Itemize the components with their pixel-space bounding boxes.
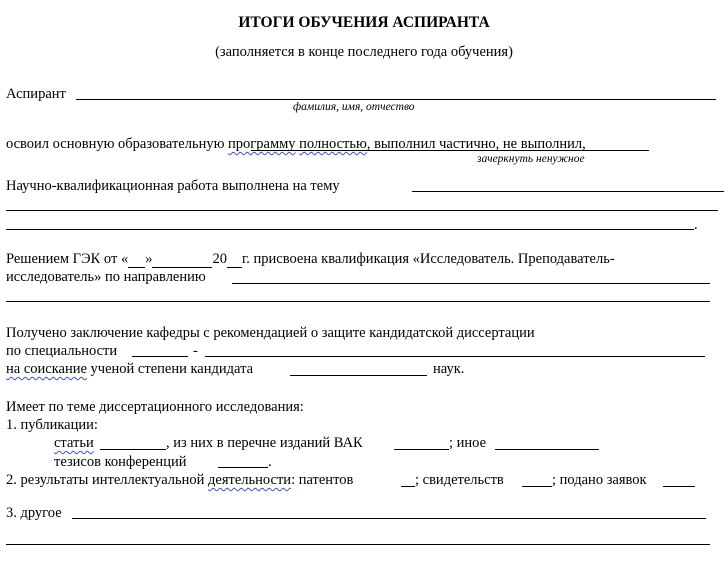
other-publications-label: ; иное <box>449 435 487 451</box>
program-options-underline <box>251 150 649 151</box>
research-item-3: 3. другое <box>6 505 62 521</box>
specialty-name-field[interactable] <box>205 356 705 357</box>
gek-year-field[interactable] <box>227 252 242 268</box>
degree-field[interactable] <box>290 375 427 376</box>
work-topic-line-3[interactable] <box>6 229 694 230</box>
conclusion-line-3 <box>6 362 253 377</box>
gek-direction-line-2[interactable] <box>6 301 710 302</box>
gek-prefix: Решением ГЭК от « <box>6 251 129 267</box>
ip-activity-word: деятельности <box>208 472 292 488</box>
articles-vak-text: , из них в перечне изданий ВАК <box>166 435 363 451</box>
program-prefix: освоил основную образовательную <box>6 136 229 152</box>
theses-dot: . <box>268 454 272 470</box>
conclusion-line-1: Получено заключение кафедры с рекомендацией о защите кандидатской диссертации <box>6 325 535 341</box>
program-rest: , выполнил частично, не выполнил, <box>366 136 586 152</box>
theses-count-field[interactable] <box>218 467 268 468</box>
certificates-count-field[interactable] <box>522 486 552 487</box>
patents-label: : патентов <box>291 472 354 488</box>
degree-seeking-word: на соискание <box>6 361 87 377</box>
certificates-label: ; свидетельств <box>415 472 504 488</box>
specialty-code-field[interactable] <box>132 356 188 357</box>
gek-qualification: г. присвоена квалификация «Исследователь. Преподаватель- <box>241 251 615 267</box>
research-item-1: 1. публикации: <box>6 417 98 433</box>
patents-count-field[interactable] <box>401 486 415 487</box>
ip-prefix: 2. результаты интеллектуальной <box>6 472 209 488</box>
aspirant-label: Аспирант <box>6 86 66 102</box>
theses-label: тезисов конференций <box>54 454 187 470</box>
gek-day-field[interactable] <box>128 252 145 268</box>
program-hint: зачеркнуть ненужное <box>477 153 585 165</box>
program-full-word: полностью <box>299 136 367 152</box>
document-subtitle: (заполняется в конце последнего года обучения) <box>215 44 513 60</box>
gek-year-prefix: 20 <box>212 251 227 267</box>
degree-text: ученой степени кандидата <box>86 361 254 377</box>
articles-line <box>54 436 94 451</box>
other-results-line-2[interactable] <box>6 544 710 545</box>
specialty-dash: - <box>193 343 198 359</box>
other-results-line-1[interactable] <box>72 518 706 519</box>
program-word: программу <box>228 136 296 152</box>
articles-word: статьи <box>54 435 94 451</box>
work-topic-line-1[interactable] <box>412 191 724 192</box>
vak-count-field[interactable] <box>394 449 449 450</box>
work-label: Научно-квалификационная работа выполнена на тему <box>6 178 340 194</box>
applications-label: ; подано заявок <box>552 472 647 488</box>
research-heading: Имеет по теме диссертационного исследования: <box>6 399 304 415</box>
work-topic-line-2[interactable] <box>6 210 718 211</box>
aspirant-name-line[interactable] <box>76 99 716 100</box>
document-title: ИТОГИ ОБУЧЕНИЯ АСПИРАНТА <box>238 14 490 31</box>
work-end-dot: . <box>694 217 698 233</box>
gek-line-2: исследователь» по направлению <box>6 269 206 285</box>
research-item-2 <box>6 473 353 488</box>
articles-count-field[interactable] <box>100 449 166 450</box>
gek-direction-line-1[interactable] <box>232 283 710 284</box>
degree-suffix: наук. <box>433 361 465 377</box>
applications-count-field[interactable] <box>663 486 695 487</box>
other-publications-field[interactable] <box>495 449 599 450</box>
aspirant-hint: фамилия, имя, отчество <box>293 101 415 113</box>
gek-line-1 <box>6 252 615 268</box>
gek-quote-close: » <box>145 251 153 267</box>
gek-month-field[interactable] <box>152 252 212 268</box>
conclusion-specialty-label: по специальности <box>6 343 118 359</box>
